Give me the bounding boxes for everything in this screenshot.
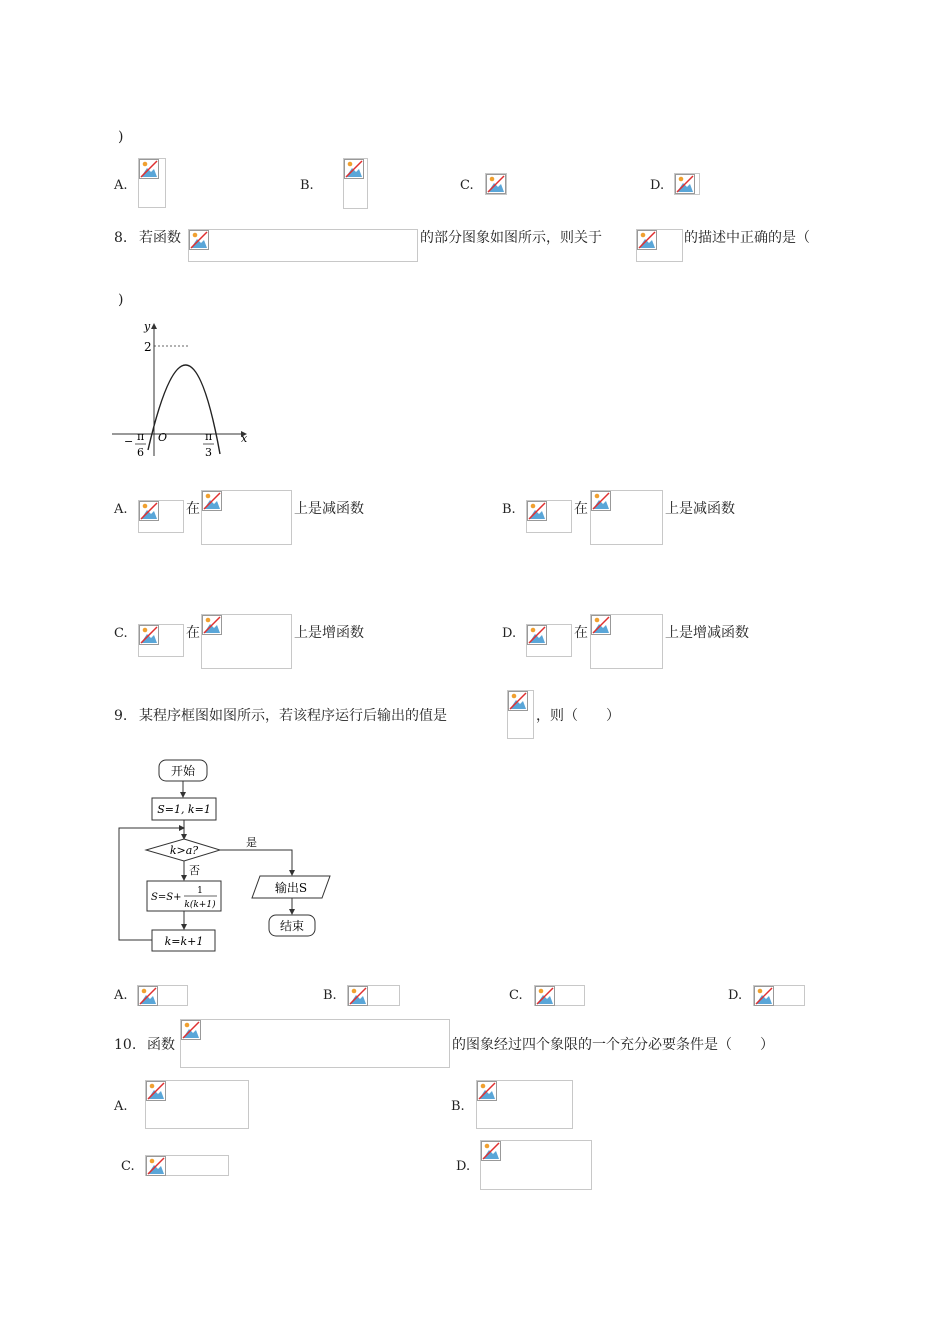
q7-close-paren: )	[118, 129, 124, 145]
q7-option-a-label: A.	[114, 178, 128, 193]
flow-yes-label: 是	[246, 836, 257, 849]
broken-image-icon	[481, 1141, 501, 1161]
broken-image-icon	[486, 174, 506, 194]
broken-image-icon	[189, 230, 209, 250]
flow-update-num: 1	[197, 886, 203, 896]
q8-mid-text: 的部分图象如图所示，则关于	[420, 230, 602, 246]
broken-image-icon	[202, 615, 222, 635]
q9-option-b-label: B.	[323, 988, 337, 1003]
q8-tail-text: 的描述中正确的是（	[684, 230, 810, 246]
q8-option-d-tail: 上是增减函数	[665, 625, 749, 641]
q10-lead-text: 函数	[147, 1037, 175, 1053]
broken-image-icon	[138, 986, 158, 1006]
q9-option-a-image	[137, 985, 188, 1006]
q8-option-a-mid: 在	[186, 501, 200, 517]
q8-number: 8.	[114, 230, 128, 246]
flow-end-text: 结束	[279, 919, 305, 933]
flow-increment-text: k=k+1	[164, 935, 204, 948]
q8-option-b-interval-image	[590, 490, 663, 545]
q10-function-image	[180, 1019, 450, 1068]
q8-option-a-func-image	[138, 500, 184, 533]
broken-image-icon	[146, 1156, 166, 1176]
q8-option-d-interval-image	[590, 614, 663, 669]
q7-option-c-label: C.	[460, 178, 474, 193]
flow-start-text: 开始	[170, 764, 196, 778]
broken-image-icon	[181, 1020, 201, 1040]
broken-image-icon	[591, 491, 611, 511]
q9-lead-text: 某程序框图如图所示，若该程序运行后输出的值是	[139, 708, 447, 724]
flow-output-text: 输出S	[274, 881, 308, 895]
q8-option-c-func-image	[138, 624, 184, 657]
q8-option-c-mid: 在	[186, 625, 200, 641]
q8-option-a-label: A.	[114, 502, 128, 517]
q9-option-a-label: A.	[114, 988, 128, 1003]
q8-function-image	[188, 229, 418, 262]
flow-init-text: S=1, k=1	[157, 803, 211, 816]
broken-image-icon	[675, 174, 695, 194]
flow-decision-text: k>a?	[169, 844, 199, 857]
q8-option-c-tail: 上是增函数	[294, 625, 364, 641]
broken-image-icon	[591, 615, 611, 635]
q8-option-a-interval-image	[201, 490, 292, 545]
q10-option-a-label: A.	[114, 1099, 128, 1114]
broken-image-icon	[344, 159, 364, 179]
q9-option-b-image	[347, 985, 400, 1006]
q8-option-d-label: D.	[502, 626, 517, 641]
q10-option-d-label: D.	[456, 1159, 471, 1174]
q8-option-c-label: C.	[114, 626, 128, 641]
broken-image-icon	[146, 1081, 166, 1101]
q10-option-c-image	[145, 1155, 229, 1176]
broken-image-icon	[139, 625, 159, 645]
broken-image-icon	[527, 501, 547, 521]
q8-lead-text: 若函数	[139, 230, 181, 246]
q8-function-graph	[108, 318, 258, 463]
right-tick-den: 3	[205, 446, 212, 459]
q9-option-d-label: D.	[728, 988, 743, 1003]
q10-option-a-image	[145, 1080, 249, 1129]
q7-option-d-label: D.	[650, 178, 665, 193]
q8-option-c-interval-image	[201, 614, 292, 669]
q9-number: 9.	[114, 708, 128, 724]
broken-image-icon	[202, 491, 222, 511]
origin-label: O	[158, 431, 168, 444]
q7-option-b-label: B.	[300, 178, 314, 193]
q10-number: 10.	[114, 1037, 137, 1053]
q7-option-b-image	[343, 158, 368, 209]
left-tick-sign: −	[124, 435, 134, 448]
q9-option-d-image	[753, 985, 805, 1006]
broken-image-icon	[535, 986, 555, 1006]
q7-option-a-image	[138, 158, 166, 208]
q8-option-a-tail: 上是减函数	[294, 501, 364, 517]
broken-image-icon	[754, 986, 774, 1006]
q10-option-d-image	[480, 1140, 592, 1190]
broken-image-icon	[527, 625, 547, 645]
left-tick-den: 6	[137, 446, 144, 459]
q9-option-c-label: C.	[509, 988, 523, 1003]
q8-option-d-mid: 在	[574, 625, 588, 641]
q8-option-d-func-image	[526, 624, 572, 657]
q8-option-b-func-image	[526, 500, 572, 533]
q10-option-b-image	[476, 1080, 573, 1129]
q10-option-c-label: C.	[121, 1159, 135, 1174]
flow-update-left: S=S+	[151, 892, 182, 903]
broken-image-icon	[637, 230, 657, 250]
q8-close-paren: )	[118, 292, 124, 308]
q9-option-c-image	[534, 985, 585, 1006]
q7-option-c-image	[485, 173, 507, 195]
q8-option-b-tail: 上是减函数	[665, 501, 735, 517]
broken-image-icon	[508, 691, 528, 711]
q8-option-b-mid: 在	[574, 501, 588, 517]
flow-update-den: k(k+1)	[184, 900, 216, 910]
broken-image-icon	[139, 501, 159, 521]
right-tick-num: π	[205, 430, 213, 443]
y-axis-label: y	[144, 320, 151, 333]
q9-tail-text: ，则（ ）	[536, 708, 620, 724]
q9-value-image	[507, 690, 534, 739]
broken-image-icon	[477, 1081, 497, 1101]
broken-image-icon	[348, 986, 368, 1006]
q8-subject-image	[636, 229, 683, 262]
left-tick-num: π	[137, 430, 145, 443]
q8-option-b-label: B.	[502, 502, 516, 517]
q9-flowchart	[112, 754, 342, 958]
flow-no-label: 否	[189, 864, 200, 877]
broken-image-icon	[139, 159, 159, 179]
q7-option-d-image	[674, 173, 700, 195]
y-max-label: 2	[144, 340, 152, 354]
q10-tail-text: 的图象经过四个象限的一个充分必要条件是（ ）	[452, 1037, 774, 1053]
q10-option-b-label: B.	[451, 1099, 465, 1114]
x-axis-label: x	[241, 432, 248, 445]
